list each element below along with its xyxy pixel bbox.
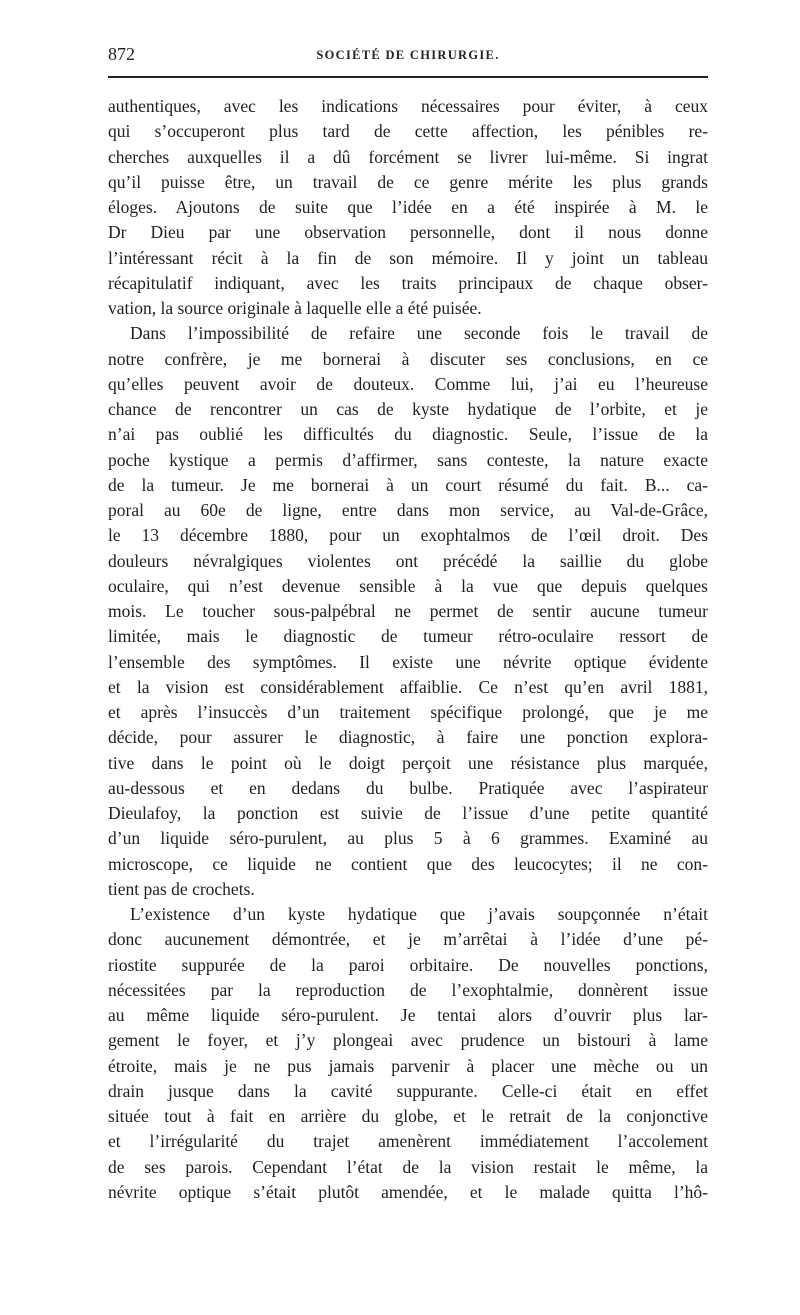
text-line: vation, la source originale à laquelle elle a été puisée.	[108, 298, 482, 318]
text-line: au même liquide séro-purulent. Je tentai alors d’ouvrir plus lar-	[108, 1005, 708, 1025]
text-line: au-dessous et en dedans du bulbe. Pratiquée avec l’aspirateur	[108, 777, 708, 798]
text-line: de la tumeur. Je me bornerai à un court résumé du fait. B... ca-	[108, 474, 708, 495]
running-title: SOCIÉTÉ DE CHIRURGIE.	[316, 48, 500, 62]
text-line: névrite optique s’était plutôt amendée, et le malade quitta l’hô-	[108, 1181, 708, 1202]
text-line: douleurs névralgiques violentes ont précédé la saillie du globe	[108, 550, 708, 571]
text-line: et l’irrégularité du trajet amenèrent immédiatement l’accolement	[108, 1131, 708, 1152]
text-line: donc aucunement démontrée, et je m’arrêtai à l’idée d’une pé-	[108, 929, 708, 950]
text-line: cherches auxquelles il a dû forcément se livrer lui-même. Si ingrat	[108, 146, 708, 167]
text-line: poral au 60e de ligne, entre dans mon service, au Val-de-Grâce,	[108, 500, 708, 520]
page-number: 872	[108, 44, 135, 64]
text-line: tive dans le point où le doigt perçoit une résistance plus marquée,	[108, 752, 708, 773]
text-line: oculaire, qui n’est devenue sensible à la vue que depuis quelques	[108, 575, 708, 596]
text-line: poche kystique a permis d’affirmer, sans conteste, la nature exacte	[108, 449, 708, 470]
header-rule	[108, 76, 708, 78]
text-line: notre confrère, je me bornerai à discuter ses conclusions, en ce	[108, 348, 708, 369]
text-line: L’existence d’un kyste hydatique que j’avais soupçonnée n’était	[130, 904, 708, 924]
text-line: le 13 décembre 1880, pour un exophtalmos de l’œil droit. Des	[108, 525, 708, 546]
paragraph	[108, 94, 708, 321]
text-line: qu’il puisse être, un travail de ce genre mérite les plus grands	[108, 171, 708, 192]
text-line: n’ai pas oublié les difficultés du diagnostic. Seule, l’issue de la	[108, 424, 708, 445]
text-line: récapitulatif indiquant, avec les traits principaux de chaque obser-	[108, 272, 708, 293]
text-line: chance de rencontrer un cas de kyste hydatique de l’orbite, et je	[108, 399, 708, 419]
text-line: microscope, ce liquide ne contient que des leucocytes; il ne con-	[108, 853, 708, 874]
text-line: Dans l’impossibilité de refaire une seconde fois le travail de	[130, 323, 708, 344]
paragraph	[108, 902, 708, 1205]
text-line: tient pas de crochets.	[108, 878, 255, 899]
body-text	[108, 94, 708, 1205]
text-line: de ses parois. Cependant l’état de la vision restait le même, la	[108, 1156, 708, 1177]
paragraph	[108, 321, 708, 902]
text-line: et après l’insuccès d’un traitement spécifique prolongé, que je me	[108, 702, 708, 722]
text-line: étroite, mais je ne pus jamais parvenir à placer une mèche ou un	[108, 1055, 708, 1076]
text-line: nécessitées par la reproduction de l’exophtalmie, donnèrent issue	[108, 979, 708, 1000]
text-line: mois. Le toucher sous-palpébral ne permet de sentir aucune tumeur	[108, 601, 708, 621]
text-line: l’intéressant récit à la fin de son mémoire. Il y joint un tableau	[108, 247, 708, 268]
text-line: limitée, mais le diagnostic de tumeur rétro-oculaire ressort de	[108, 626, 708, 647]
text-line: l’ensemble des symptômes. Il existe une névrite optique évidente	[108, 651, 708, 672]
text-line: et la vision est considérablement affaiblie. Ce n’est qu’en avril 1881,	[108, 676, 708, 697]
text-line: Dr Dieu par une observation personnelle, dont il nous donne	[108, 222, 708, 243]
text-line: riostite suppurée de la paroi orbitaire. De nouvelles ponctions,	[108, 954, 708, 975]
text-line: qu’elles peuvent avoir de douteux. Comme lui, j’ai eu l’heureuse	[108, 373, 708, 394]
page-header	[108, 44, 708, 68]
text-line: drain jusque dans la cavité suppurante. Celle-ci était en effet	[108, 1080, 708, 1101]
text-line: qui s’occuperont plus tard de cette affection, les pénibles re-	[108, 121, 708, 142]
text-line: gement le foyer, et j’y plongeai avec prudence un bistouri à lame	[108, 1030, 708, 1051]
text-line: décide, pour assurer le diagnostic, à faire une ponction explora-	[108, 727, 708, 748]
text-line: éloges. Ajoutons de suite que l’idée en a été inspirée à M. le	[108, 197, 708, 217]
text-line: d’un liquide séro-purulent, au plus 5 à 6 grammes. Examiné au	[108, 828, 708, 849]
text-line: authentiques, avec les indications nécessaires pour éviter, à ceux	[108, 96, 708, 116]
text-line: située tout à fait en arrière du globe, et le retrait de la conjonctive	[108, 1106, 708, 1126]
text-line: Dieulafoy, la ponction est suivie de l’issue d’une petite quantité	[108, 803, 708, 823]
